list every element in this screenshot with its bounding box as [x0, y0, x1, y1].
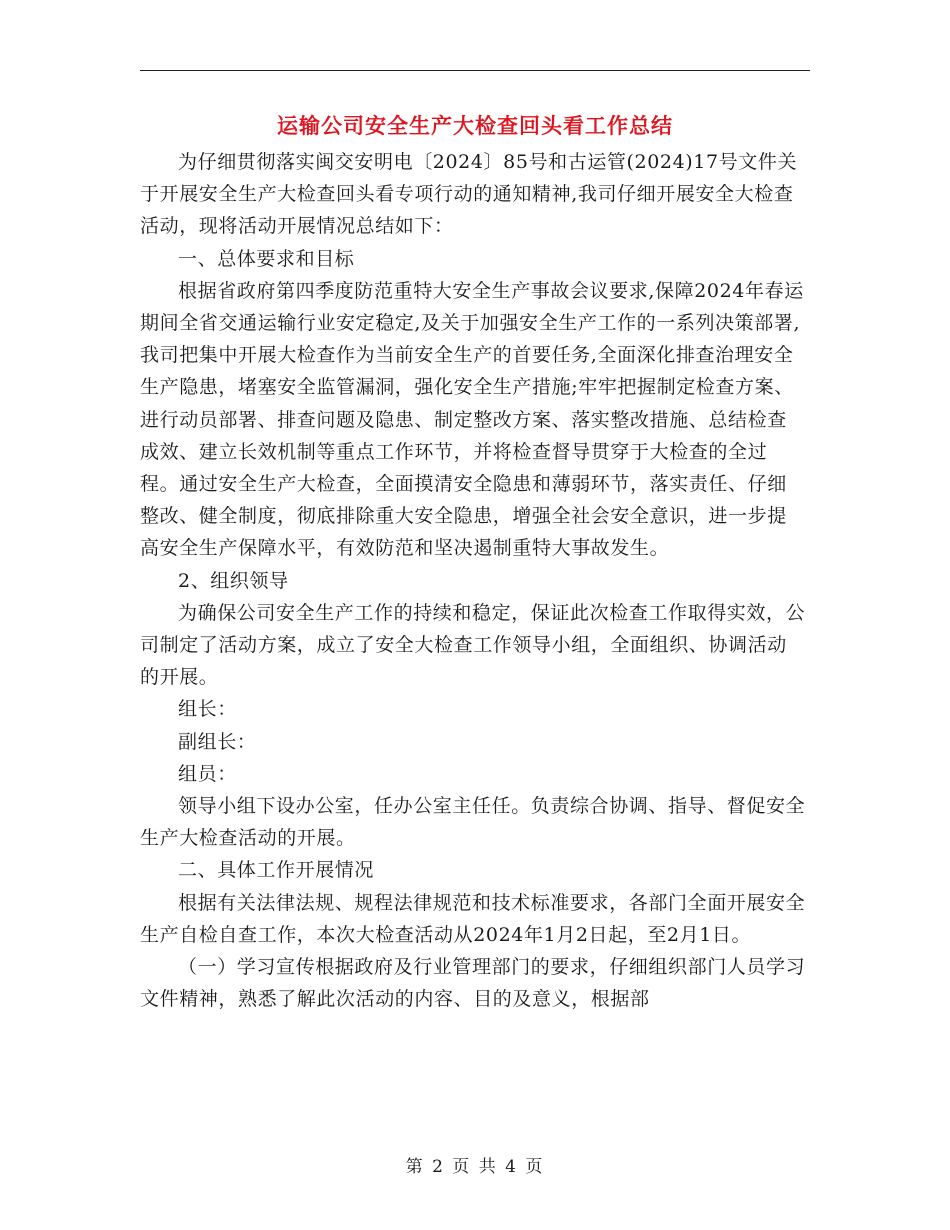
- paragraph-self-inspection: 根据有关法律法规、规程法律规范和技术标准要求，各部门全面开展安全生产自检自查工作，本次大检查活动从2024年1月2日起，至2月1日。: [140, 891, 806, 946]
- document-title: 运输公司安全生产大检查回头看工作总结: [277, 113, 673, 138]
- heading-general-requirements: 一、总体要求和目标: [178, 247, 355, 270]
- heading-work-progress: 二、具体工作开展情况: [178, 859, 375, 882]
- paragraph-study-publicity: （一）学习宣传根据政府及行业管理部门的要求，仔细组织部门人员学习文件精神，熟悉了解此次活动的内容、目的及意义，根据部: [140, 956, 806, 1011]
- paragraph-organization: 为确保公司安全生产工作的持续和稳定，保证此次检查工作取得实效，公司制定了活动方案，成立了安全大检查工作领导小组，全面组织、协调活动的开展。: [140, 601, 806, 689]
- header-rule: [140, 70, 810, 71]
- paragraph-intro: 为仔细贯彻落实闽交安明电〔2024〕85号和古运管(2024)17号文件关于开展安全生产大检查回头看专项行动的通知精神,我司仔细开展安全大检查活动，现将活动开展情况总结如下：: [140, 151, 798, 238]
- paragraph-requirements: 根据省政府第四季度防范重特大安全生产事故会议要求,保障2024年春运期间全省交通运输行业安定稳定,及关于加强安全生产工作的一系列决策部署,我司把集中开展大检查作为当前安全生产的首要任务,全面深化排查治理安全生产隐患，堵塞安全监管漏洞，强化安全生产措施;牢牢把握制定检查方案、进行动员部署、排查问题及隐患、制定整改方案、落实整改措施、总结检查成效、建立长效机制等重点工作环节，并将检查督导贯穿于大检查的全过程。通过安全生产大检查，全面摸清安全隐患和薄弱环节，落实责任、仔细整改、健全制度，彻底排除重大安全隐患，增强全社会安全意识，进一步提高安全生产保障水平，有效防范和坚决遏制重特大事故发生。: [140, 279, 804, 560]
- team-leader-line: 组长：: [178, 698, 237, 721]
- heading-organization: 2、组织领导: [178, 569, 289, 592]
- deputy-leader-line: 副组长：: [178, 730, 257, 753]
- page-footer: 第 2 页 共 4 页: [405, 1157, 545, 1177]
- document-body: [140, 146, 806, 1015]
- paragraph-office: 领导小组下设办公室，任办公室主任任。负责综合协调、指导、督促安全生产大检查活动的开展。: [140, 795, 806, 850]
- members-line: 组员：: [178, 762, 237, 785]
